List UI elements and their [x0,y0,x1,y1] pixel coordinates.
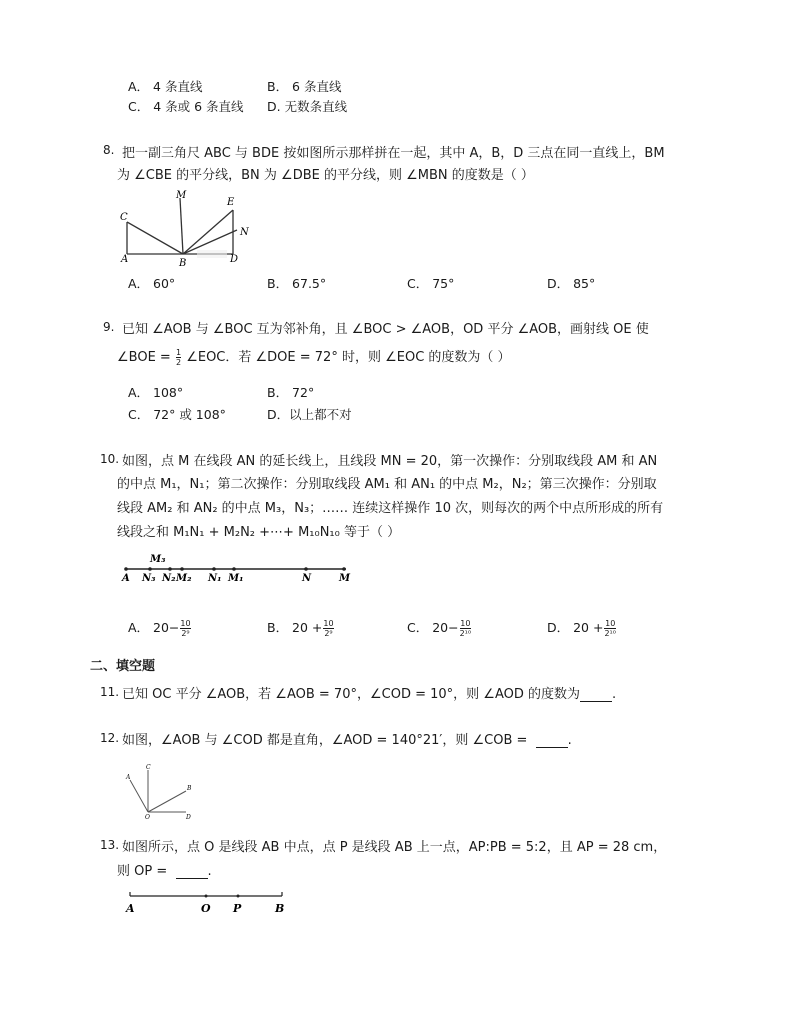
q10-option-b-num: 10 [323,619,334,628]
q8-label-m: M [176,190,187,201]
q9-option-b: B． 72° [267,385,315,400]
q11-answer-blank[interactable] [580,689,612,702]
q9-line2-start: ∠BOE = [117,350,171,365]
q9-option-d: D．以上都不对 [267,407,352,422]
q13-label-a: A [126,902,135,915]
q7-option-d: D. 无数条直线 [267,99,348,114]
q10-option-b [267,618,335,638]
q9-frac-den: 2 [175,358,182,367]
q9-frac-num: 1 [175,348,182,357]
q12-label-o: O [145,814,150,820]
q8-label-e: E [227,197,235,208]
q9-text-line1: 已知 ∠AOB 与 ∠BOC 互为邻补角，且 ∠BOC > ∠AOB，OD 平分 ∠AOB，画射线 OE 使 [122,322,649,337]
q10-option-d-num: 10 [605,619,616,628]
q13-text-line2 [117,860,212,879]
q8-text-line2: 为 ∠CBE 的平分线，BN 为 ∠DBE 的平分线，则 ∠MBN 的度数是（ ） [117,168,534,183]
q10-label-n2: N₂ [162,573,176,584]
q9-option-a: A． 108° [128,385,184,400]
q8-figure [115,190,255,268]
q8-option-c: C． 75° [407,276,455,291]
q9-line2-end: ∠EOC．若 ∠DOE = 72° 时，则 ∠EOC 的度数为（ ） [186,350,511,365]
q8-label-c: C [120,212,128,223]
q10-text-line4: 线段之和 M₁N₁ + M₂N₂ +⋯+ M₁₀N₁₀ 等于（ ） [117,525,401,540]
q11-text [122,683,616,702]
q12-number: 12. [100,731,120,745]
q10-option-d-den: 2¹⁰ [604,629,616,638]
q10-option-a-frac [180,619,190,638]
q7-option-c: C． 4 条或 6 条直线 [128,99,244,114]
q12-label-c: C [146,764,151,771]
q10-option-c-num: 10 [460,619,471,628]
q10-text-line3: 线段 AM₂ 和 AN₂ 的中点 M₃，N₃；…… 连续这样操作 10 次，则每次的两个中点所形成的所有 [117,501,664,516]
q10-option-a-num: 10 [180,619,191,628]
q9-option-c: C． 72° 或 108° [128,407,226,422]
q11-number: 11. [100,685,120,699]
q8-label-a: A [121,254,129,265]
q12-figure [122,760,202,820]
q10-option-d-frac [604,619,616,638]
q10-option-c [407,618,472,638]
q10-option-c-den: 2¹⁰ [459,629,472,638]
q10-option-a-den: 2⁹ [181,629,190,638]
q13-label-o: O [201,902,211,915]
q8-label-b: B [179,258,187,268]
q10-text-line1: 如图，点 M 在线段 AN 的延长线上，且线段 MN = 20，第一次操作：分别取线段 AM 和 AN [122,454,658,469]
q12-text-end: . [567,733,572,748]
q10-text-line2: 的中点 M₁，N₁；第二次操作：分别取线段 AM₁ 和 AN₁ 的中点 M₂，N₂；第三次操作：分别取 [117,477,657,492]
q10-label-n1: N₁ [208,573,222,584]
q13-label-p: P [233,902,242,915]
q8-label-n: N [240,227,249,238]
q10-option-d-text: D． 20 + [547,620,604,635]
q13-label-b: B [275,902,285,915]
q13-text-end: . [207,864,212,879]
q12-text [122,729,572,748]
q7-option-a: A． 4 条直线 [128,79,203,94]
q9-text-line2 [117,346,511,367]
q8-text-line1: 把一副三角尺 ABC 与 BDE 按如图所示那样拼在一起，其中 A，B，D 三点在同一直线上，BM [122,146,665,161]
q10-option-b-text: B． 20 + [267,620,323,635]
q13-text-line1: 如图所示，点 O 是线段 AB 中点，点 P 是线段 AB 上一点，AP:PB = 5:2，且 AP = 28 cm， [122,840,667,855]
q7-option-b: B． 6 条直线 [267,79,342,94]
q11-text-body: 已知 OC 平分 ∠AOB，若 ∠AOB = 70°，∠COD = 10°，则 ∠AOD 的度数为 [122,687,580,702]
section-heading-fill-blank: 二、填空题 [90,659,156,674]
q8-number: 8. [103,143,115,157]
q13-figure [122,888,292,918]
q8-option-a: A． 60° [128,276,176,291]
q8-option-d: D． 85° [547,276,596,291]
q10-option-c-frac [460,619,472,638]
q10-label-m: M [339,573,351,584]
q10-label-m2: M₂ [176,573,192,584]
q10-option-c-text: C． 20− [407,620,459,635]
q12-text-body: 如图，∠AOB 与 ∠COD 都是直角，∠AOD = 140°21′，则 ∠COB = [122,733,528,748]
q10-option-b-den: 2⁹ [324,629,333,638]
q10-label-n3: N₃ [142,573,156,584]
q9-number: 9. [103,320,115,334]
q10-number: 10. [100,452,120,466]
q8-option-b: B． 67.5° [267,276,327,291]
q10-option-d [547,618,617,638]
q12-label-d: D [186,814,191,820]
q10-figure [118,550,363,588]
q10-option-a-text: A． 20− [128,620,180,635]
q10-label-a: A [122,573,130,584]
q11-text-end: . [611,687,617,702]
q9-fraction [176,348,181,367]
q10-label-n: N [302,573,312,584]
q12-label-b: B [187,785,192,792]
q13-answer-blank[interactable] [176,866,208,879]
q8-label-d: D [230,254,239,265]
q13-number: 13. [100,838,120,852]
q13-line2-start: 则 OP = [117,864,168,879]
q10-label-m1: M₁ [228,573,244,584]
q12-label-a: A [126,774,131,781]
q10-option-b-frac [323,619,333,638]
q12-answer-blank[interactable] [536,735,568,748]
q10-label-m3: M₃ [150,554,166,565]
q10-option-a [128,618,192,638]
